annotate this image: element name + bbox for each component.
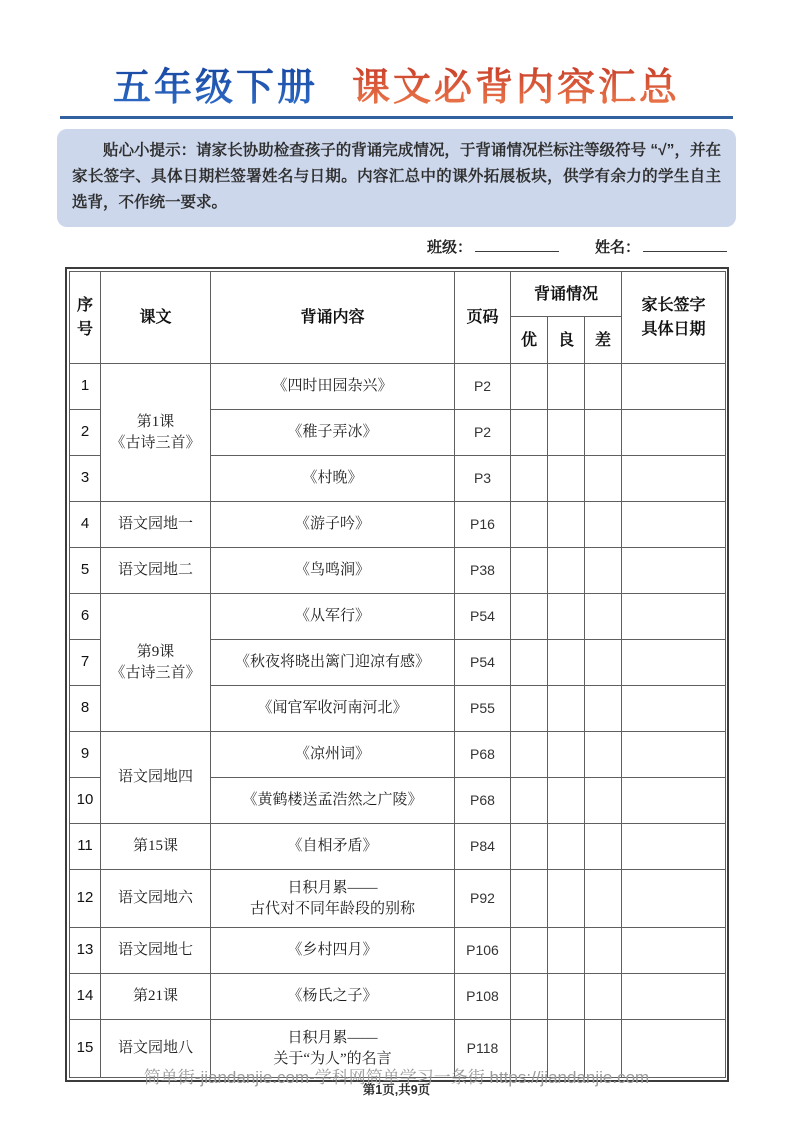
signature-cell: [622, 870, 726, 928]
table-row: [70, 928, 726, 974]
seq-cell: 10: [70, 778, 101, 824]
seq-cell: 9: [70, 732, 101, 778]
status-cell-excellent: [511, 686, 548, 732]
content-cell: 《村晚》: [211, 456, 455, 502]
title-main: 课文必背内容汇总: [352, 56, 680, 111]
status-cell-excellent: [511, 824, 548, 870]
signature-cell: [622, 686, 726, 732]
seq-cell: 5: [70, 548, 101, 594]
signature-cell: [622, 456, 726, 502]
status-cell-excellent: [511, 778, 548, 824]
content-cell: 《稚子弄冰》: [211, 410, 455, 456]
page-cell: P106: [455, 928, 511, 974]
page-cell: P16: [455, 502, 511, 548]
status-cell-good: [548, 686, 585, 732]
status-cell-excellent: [511, 548, 548, 594]
status-cell-poor: [585, 594, 622, 640]
status-cell-good: [548, 870, 585, 928]
page-cell: P2: [455, 364, 511, 410]
lesson-cell: 第1课 《古诗三首》: [101, 364, 211, 502]
title-grade: 五年级下册: [113, 56, 318, 111]
seq-cell: 13: [70, 928, 101, 974]
seq-cell: 12: [70, 870, 101, 928]
seq-cell: 15: [70, 1020, 101, 1078]
status-cell-excellent: [511, 640, 548, 686]
page-cell: P3: [455, 456, 511, 502]
status-cell-good: [548, 640, 585, 686]
table-row: [70, 824, 726, 870]
status-cell-good: [548, 548, 585, 594]
status-cell-excellent: [511, 928, 548, 974]
status-cell-poor: [585, 686, 622, 732]
status-cell-excellent: [511, 502, 548, 548]
page-cell: P38: [455, 548, 511, 594]
status-cell-poor: [585, 502, 622, 548]
status-cell-good: [548, 594, 585, 640]
content-cell: 日积月累—— 古代对不同年龄段的别称: [211, 870, 455, 928]
signature-cell: [622, 594, 726, 640]
signature-cell: [622, 640, 726, 686]
page-cell: P108: [455, 974, 511, 1020]
status-cell-poor: [585, 778, 622, 824]
content-cell: 《黄鹤楼送孟浩然之广陵》: [211, 778, 455, 824]
signature-cell: [622, 732, 726, 778]
page-cell: P92: [455, 870, 511, 928]
table-header: [70, 272, 726, 364]
content-cell: 《鸟鸣涧》: [211, 548, 455, 594]
content-cell: 《自相矛盾》: [211, 824, 455, 870]
class-name-line: [0, 236, 727, 260]
lesson-cell: 第21课: [101, 974, 211, 1020]
lesson-cell: 第9课 《古诗三首》: [101, 594, 211, 732]
col-header-level-good: 良: [548, 317, 585, 364]
col-header-signature: 家长签字 具体日期: [622, 272, 726, 364]
content-cell: 日积月累—— 关于“为人”的名言: [211, 1020, 455, 1078]
status-cell-excellent: [511, 364, 548, 410]
status-cell-good: [548, 732, 585, 778]
page-cell: P54: [455, 640, 511, 686]
status-cell-poor: [585, 732, 622, 778]
recitation-table-frame: [65, 267, 729, 1082]
page-cell: P68: [455, 778, 511, 824]
lesson-cell: 语文园地七: [101, 928, 211, 974]
signature-cell: [622, 364, 726, 410]
page-cell: P84: [455, 824, 511, 870]
status-cell-good: [548, 364, 585, 410]
page-cell: P54: [455, 594, 511, 640]
status-cell-poor: [585, 410, 622, 456]
lesson-cell: 语文园地八: [101, 1020, 211, 1078]
status-cell-poor: [585, 824, 622, 870]
col-header-level-poor: 差: [585, 317, 622, 364]
seq-cell: 1: [70, 364, 101, 410]
seq-cell: 3: [70, 456, 101, 502]
table-row: [70, 594, 726, 640]
lesson-cell: 第15课: [101, 824, 211, 870]
seq-cell: 6: [70, 594, 101, 640]
recitation-table: [69, 271, 726, 1078]
name-label: 姓名：: [594, 239, 640, 257]
content-cell: 《秋夜将晓出篱门迎凉有感》: [211, 640, 455, 686]
status-cell-good: [548, 410, 585, 456]
lesson-cell: 语文园地一: [101, 502, 211, 548]
status-cell-good: [548, 502, 585, 548]
status-cell-excellent: [511, 456, 548, 502]
status-cell-poor: [585, 974, 622, 1020]
page-cell: P2: [455, 410, 511, 456]
seq-cell: 7: [70, 640, 101, 686]
footer-site-line: 简单街-jiandanjie.com-学科网简单学习一条街 https://jiandanjie.com: [143, 1068, 650, 1087]
table-row: [70, 548, 726, 594]
content-cell: 《杨氏之子》: [211, 974, 455, 1020]
status-cell-good: [548, 824, 585, 870]
class-label: 班级：: [426, 239, 472, 257]
status-cell-excellent: [511, 974, 548, 1020]
page-cell: P68: [455, 732, 511, 778]
name-blank: [643, 237, 727, 252]
page-cell: P55: [455, 686, 511, 732]
status-cell-poor: [585, 456, 622, 502]
class-blank: [475, 237, 559, 252]
signature-cell: [622, 928, 726, 974]
seq-cell: 2: [70, 410, 101, 456]
status-cell-good: [548, 456, 585, 502]
status-cell-poor: [585, 928, 622, 974]
signature-cell: [622, 778, 726, 824]
seq-cell: 4: [70, 502, 101, 548]
lesson-cell: 语文园地六: [101, 870, 211, 928]
col-header-page: 页码: [455, 272, 511, 364]
col-header-content: 背诵内容: [211, 272, 455, 364]
col-header-lesson: 课文: [101, 272, 211, 364]
table-row: [70, 974, 726, 1020]
page-indicator: 第1页,共9页: [362, 1083, 431, 1097]
signature-cell: [622, 410, 726, 456]
status-cell-good: [548, 778, 585, 824]
table-row: [70, 870, 726, 928]
status-cell-poor: [585, 364, 622, 410]
status-cell-good: [548, 928, 585, 974]
page-title: [0, 56, 793, 111]
table-body: [70, 364, 726, 1078]
col-header-seq: 序 号: [70, 272, 101, 364]
status-cell-excellent: [511, 410, 548, 456]
signature-cell: [622, 974, 726, 1020]
table-row: [70, 732, 726, 778]
lesson-cell: 语文园地二: [101, 548, 211, 594]
status-cell-excellent: [511, 870, 548, 928]
col-header-level-excellent: 优: [511, 317, 548, 364]
status-cell-poor: [585, 640, 622, 686]
content-cell: 《从军行》: [211, 594, 455, 640]
signature-cell: [622, 502, 726, 548]
content-cell: 《凉州词》: [211, 732, 455, 778]
seq-cell: 8: [70, 686, 101, 732]
title-underline: [60, 116, 733, 119]
page-cell: P118: [455, 1020, 511, 1078]
content-cell: 《四时田园杂兴》: [211, 364, 455, 410]
status-cell-excellent: [511, 594, 548, 640]
table-row: [70, 502, 726, 548]
content-cell: 《乡村四月》: [211, 928, 455, 974]
status-cell-excellent: [511, 732, 548, 778]
status-cell-poor: [585, 548, 622, 594]
signature-cell: [622, 824, 726, 870]
seq-cell: 11: [70, 824, 101, 870]
col-header-status: 背诵情况: [511, 272, 622, 317]
tip-box: 贴心小提示：请家长协助检查孩子的背诵完成情况，于背诵情况栏标注等级符号 “√”，并在家长签字、具体日期栏签署姓名与日期。内容汇总中的课外拓展板块，供学有余力的学生自主选背，不作统一要求。: [57, 129, 736, 227]
content-cell: 《游子吟》: [211, 502, 455, 548]
status-cell-good: [548, 974, 585, 1020]
lesson-cell: 语文园地四: [101, 732, 211, 824]
signature-cell: [622, 548, 726, 594]
seq-cell: 14: [70, 974, 101, 1020]
status-cell-poor: [585, 870, 622, 928]
content-cell: 《闻官军收河南河北》: [211, 686, 455, 732]
table-row: [70, 364, 726, 410]
